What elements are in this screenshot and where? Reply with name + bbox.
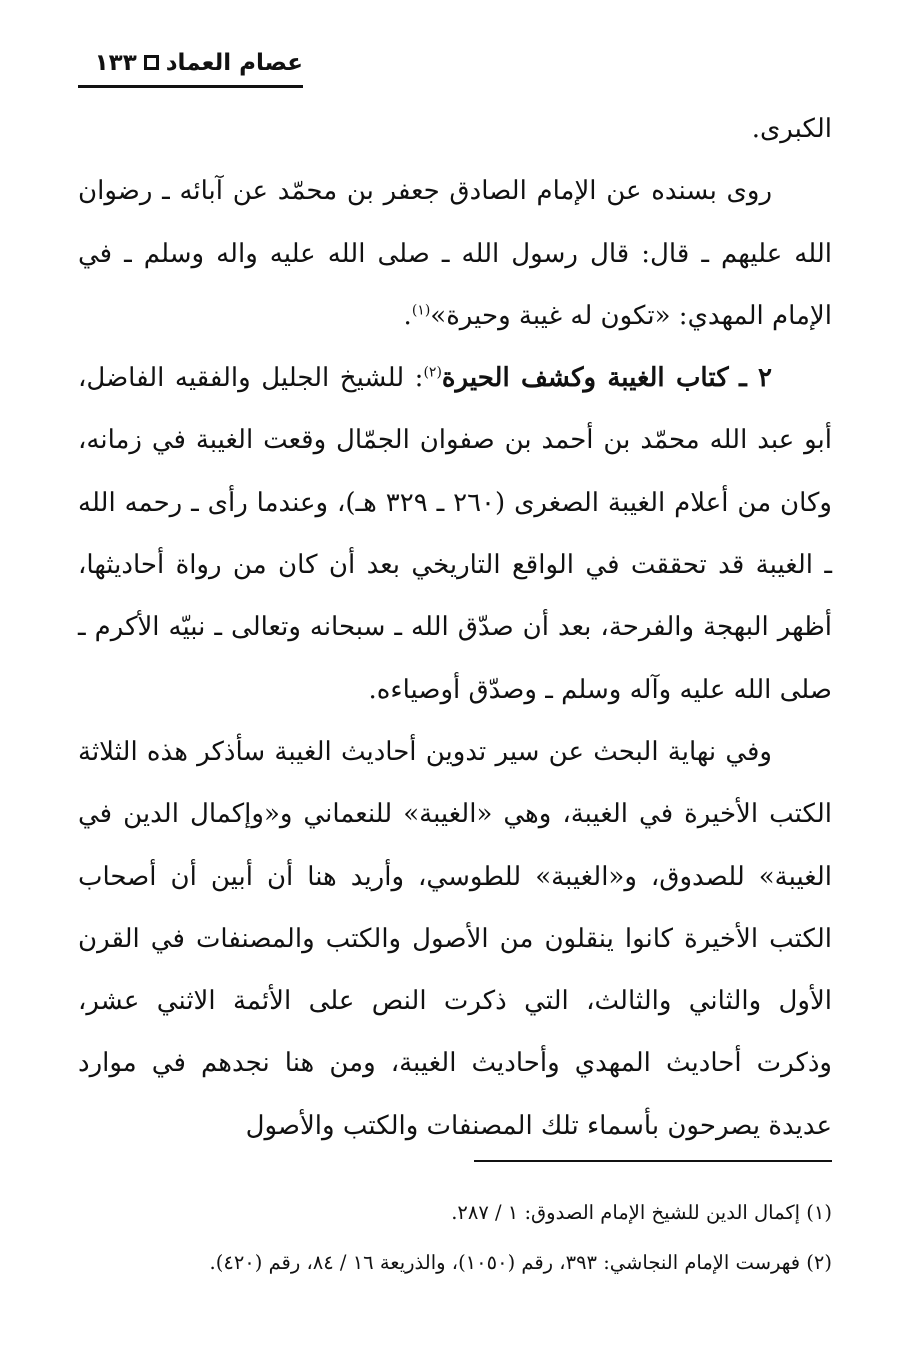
item-number: ٢ ـ bbox=[739, 363, 773, 394]
main-text bbox=[78, 98, 832, 1157]
header-rule bbox=[78, 85, 303, 88]
paragraph-final: وفي نهاية البحث عن سير تدوين أحاديث الغيبة سأذكر هذه الثلاثة الكتب الأخيرة في الغيبة، وهي «الغيبة» للنعماني و«وإكمال الدين في الغيبة» للصدوق، و«الغيبة» للطوسي، وأريد هنا أن أبين أن أصحاب الكتب الأخيرة كانوا ينقلون من الأصول والكتب والمصنفات في القرن الأول والثاني والثالث، التي ذكرت النص على الأئمة الاثني عشر، وذكرت أحاديث المهدي وأحاديث الغيبة، ومن هنا نجدهم في موارد عديدة يصرحون بأسماء تلك المصنفات والكتب والأصول bbox=[78, 736, 832, 1141]
page-number: ١٣٣ bbox=[94, 50, 137, 76]
header-box-icon bbox=[144, 55, 159, 70]
footnote-separator bbox=[474, 1160, 832, 1162]
footnote-ref-2: (٢) bbox=[423, 364, 442, 381]
footnotes bbox=[78, 1188, 832, 1288]
riwaya-end: . bbox=[403, 300, 412, 331]
footnote-1: (١) إكمال الدين للشيخ الإمام الصدوق: ١ / ٢٨٧. bbox=[451, 1201, 832, 1224]
paragraph-riwaya bbox=[78, 160, 832, 347]
running-header bbox=[78, 38, 303, 88]
footnote-2: (٢) فهرست الإمام النجاشي: ٣٩٣، رقم (١٠٥٠)، والذريعة ١٦ / ٨٤، رقم (٤٢٠). bbox=[209, 1251, 832, 1274]
paragraph-item-2 bbox=[78, 347, 832, 721]
header-text bbox=[95, 48, 303, 78]
riwaya-text: روى بسنده عن الإمام الصادق جعفر بن محمّد عن آبائه ـ رضوان الله عليهم ـ قال: قال رسول الله ـ صلى الله عليه واله وسلم ـ في الإمام المهدي: «تكون له غيبة وحيرة» bbox=[78, 176, 832, 331]
item-text: : للشيخ الجليل والفقيه الفاضل، أبو عبد الله محمّد بن أحمد بن صفوان الجمّال وقعت الغيبة في زمانه، وكان من أعلام الغيبة الصغرى (٢٦٠ ـ ٣٢٩ هـ)، وعندما رأى ـ رحمه الله ـ الغيبة قد تحققت في الواقع التاريخي بعد أن كان من رواة أحاديثها، أظهر البهجة والفرحة، بعد أن صدّق الله ـ سبحانه وتعالى ـ نبيّه الأكرم ـ صلى الله عليه وآله وسلم ـ وصدّق أوصياءه. bbox=[78, 363, 832, 705]
line-kubra: الكبرى. bbox=[751, 114, 832, 144]
item-title: كتاب الغيبة وكشف الحيرة bbox=[441, 363, 729, 394]
book-title: عصام العماد bbox=[165, 50, 303, 76]
footnote-ref-1: (١) bbox=[411, 302, 431, 319]
